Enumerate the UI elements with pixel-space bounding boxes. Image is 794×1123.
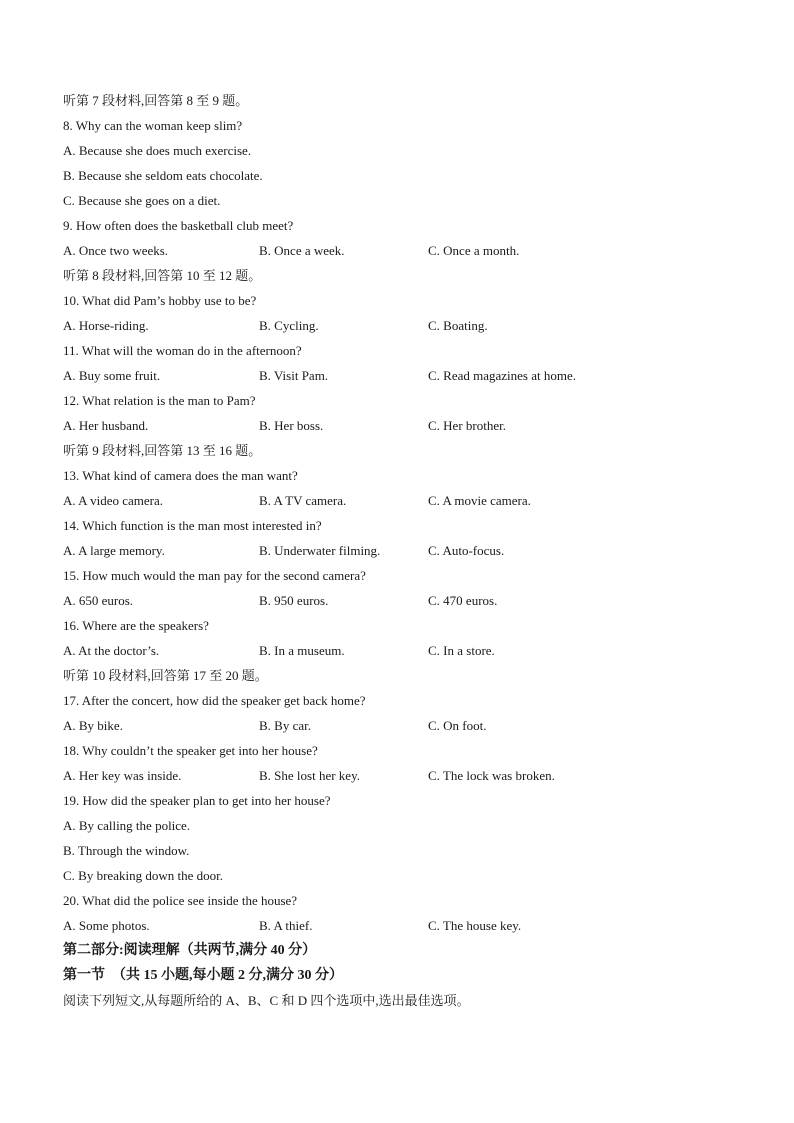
option-b: B. 950 euros. xyxy=(259,593,329,608)
option-a: A. Horse-riding. xyxy=(63,318,149,333)
text-line: 听第 7 段材料,回答第 8 至 9 题。 xyxy=(63,93,249,108)
option-a: A. By bike. xyxy=(63,718,123,733)
text-line: 18. Why couldn’t the speaker get into her house? xyxy=(63,743,318,758)
option-c: C. The house key. xyxy=(428,918,522,933)
text-line: B. Through the window. xyxy=(63,843,190,858)
text-line: C. Because she goes on a diet. xyxy=(63,193,221,208)
text-line: 16. Where are the speakers? xyxy=(63,618,209,633)
option-b: B. By car. xyxy=(259,718,311,733)
answer-options-row xyxy=(63,413,743,438)
option-b: B. Cycling. xyxy=(259,318,319,333)
section-heading: 第一节 （共 15 小题,每小题 2 分,满分 30 分） xyxy=(63,968,343,983)
option-b: B. She lost her key. xyxy=(259,768,360,783)
option-c: C. The lock was broken. xyxy=(428,768,555,783)
option-b: B. A thief. xyxy=(259,918,313,933)
document-page xyxy=(63,88,743,1013)
option-c: C. Read magazines at home. xyxy=(428,368,577,383)
answer-options-row xyxy=(63,363,743,388)
option-a: A. A large memory. xyxy=(63,543,165,558)
option-c: C. On foot. xyxy=(428,718,487,733)
text-line: 10. What did Pam’s hobby use to be? xyxy=(63,293,257,308)
section-heading: 第二部分:阅读理解（共两节,满分 40 分） xyxy=(63,943,317,958)
option-b: B. Underwater filming. xyxy=(259,543,381,558)
text-line: 11. What will the woman do in the afternoon? xyxy=(63,343,302,358)
answer-options-row xyxy=(63,538,743,563)
option-b: B. A TV camera. xyxy=(259,493,347,508)
option-b: B. Once a week. xyxy=(259,243,345,258)
answer-options-row xyxy=(63,488,743,513)
option-c: C. Her brother. xyxy=(428,418,506,433)
text-line: 14. Which function is the man most interested in? xyxy=(63,518,322,533)
option-a: A. Her key was inside. xyxy=(63,768,182,783)
option-c: C. Auto-focus. xyxy=(428,543,505,558)
text-line: 15. How much would the man pay for the second camera? xyxy=(63,568,366,583)
option-b: B. In a museum. xyxy=(259,643,345,658)
option-a: A. 650 euros. xyxy=(63,593,134,608)
option-a: A. A video camera. xyxy=(63,493,163,508)
answer-options-row xyxy=(63,313,743,338)
text-line: 听第 10 段材料,回答第 17 至 20 题。 xyxy=(63,668,268,683)
text-line: A. Because she does much exercise. xyxy=(63,143,252,158)
option-b: B. Her boss. xyxy=(259,418,324,433)
answer-options-row xyxy=(63,638,743,663)
text-line: 13. What kind of camera does the man want? xyxy=(63,468,298,483)
option-a: A. Buy some fruit. xyxy=(63,368,161,383)
text-line: A. By calling the police. xyxy=(63,818,191,833)
text-line: 8. Why can the woman keep slim? xyxy=(63,118,243,133)
option-a: A. Once two weeks. xyxy=(63,243,169,258)
text-line: 9. How often does the basketball club meet? xyxy=(63,218,294,233)
text-line: C. By breaking down the door. xyxy=(63,868,223,883)
text-line: 听第 9 段材料,回答第 13 至 16 题。 xyxy=(63,443,262,458)
answer-options-row xyxy=(63,238,743,263)
option-c: C. A movie camera. xyxy=(428,493,531,508)
text-line: B. Because she seldom eats chocolate. xyxy=(63,168,263,183)
answer-options-row xyxy=(63,763,743,788)
instructions-text: 阅读下列短文,从每题所给的 A、B、C 和 D 四个选项中,选出最佳选项。 xyxy=(63,993,470,1008)
answer-options-row xyxy=(63,913,743,938)
option-a: A. Her husband. xyxy=(63,418,149,433)
text-line: 听第 8 段材料,回答第 10 至 12 题。 xyxy=(63,268,262,283)
text-line: 12. What relation is the man to Pam? xyxy=(63,393,256,408)
answer-options-row xyxy=(63,588,743,613)
option-a: A. At the doctor’s. xyxy=(63,643,160,658)
text-line: 19. How did the speaker plan to get into her house? xyxy=(63,793,331,808)
answer-options-row xyxy=(63,713,743,738)
text-line: 20. What did the police see inside the house? xyxy=(63,893,298,908)
option-c: C. In a store. xyxy=(428,643,495,658)
text-line: 17. After the concert, how did the speaker get back home? xyxy=(63,693,366,708)
option-b: B. Visit Pam. xyxy=(259,368,329,383)
option-c: C. 470 euros. xyxy=(428,593,498,608)
option-a: A. Some photos. xyxy=(63,918,150,933)
option-c: C. Boating. xyxy=(428,318,488,333)
option-c: C. Once a month. xyxy=(428,243,520,258)
